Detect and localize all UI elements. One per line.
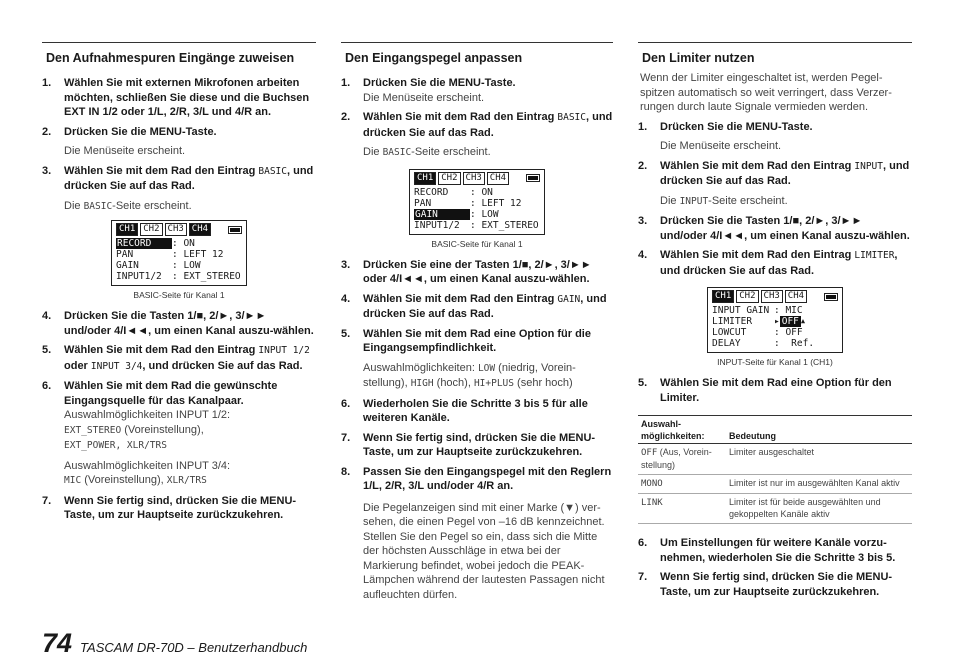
tab-ch4: CH4 [189,223,211,236]
step-note: Die BASIC-Seite erscheint. [64,199,192,212]
lcd-row: INPUT GAIN : MIC [712,305,803,316]
section-heading: Den Aufnahmespuren Eingänge zuweisen [46,51,295,65]
step-note: EXT_POWER, XLR/TRS [64,440,167,451]
section-heading: Den Limiter nutzen [642,51,755,65]
lcd-row: GAIN : LOW [415,208,499,220]
step-list [638,376,912,405]
step-note: Die Menüseite erscheint. [64,145,186,157]
tab-ch4: CH4 [785,290,807,303]
manual-title: TASCAM DR-70D – Benutzerhandbuch [80,640,308,655]
lcd-screen [111,220,247,286]
channel-tabs [712,290,838,303]
step-note: Die BASIC-Seite erscheint. [363,146,491,158]
lcd-screen [409,169,545,235]
step-list [42,76,316,214]
table-row: LINK Limiter ist für beide ausgewählten und gekoppelten Kanäle aktiv [638,494,912,524]
section-rule [42,42,316,43]
channel-tabs [116,223,242,236]
battery-icon [228,226,242,234]
step-note: Die Pegelanzeigen sind mit einer Marke (▼) ver-sehen, die einen Pegel von –16 dB kennzeichnet. Stellen Sie den Pegel so ein, dass sich die Mitte der höchsten Ausschläge in etwa bei der Markierung befindet, wobei jedoch die PEAK-Lämpchen während der lautesten Passagen nicht aufleuchten dürfen. [363,501,605,601]
lcd-row: GAIN : LOW [116,260,201,271]
step-6: 6. Um Einstellungen für weitere Kanäle vorzu-nehmen, wiederholen Sie die Schritte 3 bis 5. [638,537,896,564]
tab-ch1: CH1 [414,172,436,185]
column-1 [42,42,316,523]
step-7: 7. Wenn Sie fertig sind, drücken Sie die MENU-Taste, um zur Hauptseite zurückzukehren. [638,571,893,598]
step-5: 5. Wählen Sie mit dem Rad eine Option für den Limiter. [638,377,892,404]
step-4: 4. Wählen Sie mit dem Rad den Eintrag LIMITER, und drücken Sie auf das Rad. [638,249,898,277]
table-header: Bedeutung [726,416,912,444]
page-footer [42,628,307,659]
step-4: 4. Drücken Sie die Tasten 1/■, 2/►, 3/►► und/oder 4/I◄◄, um einen Kanal auszu-wählen. [42,310,314,337]
lcd-screen [707,287,843,353]
step-note: EXT_STEREO (Voreinstellung), [64,423,204,436]
step-3: 3. Drücken Sie eine der Tasten 1/■, 2/►, 3/►► oder 4/I◄◄, um einen Kanal auszu-wählen. [341,258,592,285]
step-7: 7. Wenn Sie fertig sind, drücken Sie die MENU-Taste, um zur Hauptseite zurückzukehren. [42,494,297,521]
step-list [638,536,912,599]
selector-arrow-icon: ▸ [774,316,780,327]
figure-caption: BASIC-Seite für Kanal 1 [133,290,225,300]
tab-ch4: CH4 [487,172,509,185]
tab-ch1: CH1 [116,223,138,236]
section-rule [638,42,912,43]
column-2 [341,42,613,602]
step-3: 3. Drücken Sie die Tasten 1/■, 2/►, 3/►► und/oder 4/I◄◄, um einen Kanal auszu-wählen. [638,215,910,242]
step-5: 5. Wählen Sie mit dem Rad den Eintrag INPUT 1/2 oder INPUT 3/4, und drücken Sie auf das Rad. [42,344,310,372]
step-8: 8. Passen Sie den Eingangspegel mit den Reglern 1/L, 2/R, 3/L und/oder 4/R an. [341,465,612,492]
step-list [42,309,316,523]
intro-paragraph: Wenn der Limiter eingeschaltet ist, werden Pegel-spitzen automatisch so weit verringert, dass Verzer-rungen durch laute Signale vermieden werden. [640,72,892,113]
tab-ch3: CH3 [463,172,485,185]
figure-caption: BASIC-Seite für Kanal 1 [431,238,523,249]
lcd-row: PAN : LEFT 12 [116,249,224,260]
figure-caption: INPUT-Seite für Kanal 1 (CH1) [717,357,833,367]
limiter-options-table [638,415,912,524]
section-rule [341,42,613,43]
step-2: 2. Wählen Sie mit dem Rad den Eintrag INPUT, und drücken Sie auf das Rad. [638,159,910,187]
step-1: 1. Drücken Sie die MENU-Taste. [341,77,516,89]
scroll-up-icon: ▲ [800,317,806,325]
table-header: Auswahl-möglichkeiten: [638,416,726,444]
step-1: 1. Wählen Sie mit externen Mikrofonen arbeiten möchten, schließen Sie diese und die Buchsen EXT IN 1/2 oder 1/L, 2/R, 3/L und 4/R an. [42,77,310,118]
step-note: MIC (Voreinstellung), XLR/TRS [64,474,207,486]
tab-ch2: CH2 [736,290,758,303]
step-6: 6. Wählen Sie mit dem Rad die gewünschte Eingangsquelle für das Kanalpaar. [42,380,278,407]
page-number: 74 [42,628,73,658]
channel-tabs [414,172,540,185]
table-row: MONO Limiter ist nur im ausgewählten Kanal aktiv [638,475,912,494]
lcd-row: INPUT1/2 : EXT_STEREO [414,219,539,231]
lcd-row: LIMITER ▸ OFF ▲ [712,316,806,327]
lcd-row: LOWCUT : OFF [712,327,803,338]
battery-icon [526,174,540,182]
section-heading: Den Eingangspegel anpassen [345,51,523,65]
battery-icon [824,293,838,301]
step-note: Die Menüseite erscheint. [363,91,485,104]
step-note: Auswahlmöglichkeiten INPUT 1/2: [64,409,231,421]
step-2: 2. Drücken Sie die MENU-Taste. [42,125,217,138]
step-note: Auswahlmöglichkeiten: LOW (niedrig, Vorein-stellung), HIGH (hoch), HI+PLUS (sehr hoch) [363,361,576,389]
step-7: 7. Wenn Sie fertig sind, drücken Sie die MENU-Taste, um zur Hauptseite zurückzukehren. [341,431,596,458]
step-list [341,258,613,603]
step-note: Die INPUT-Seite erscheint. [660,194,788,207]
step-list [638,120,912,279]
lcd-row: INPUT1/2 : EXT_STEREO [116,271,241,282]
tab-ch1: CH1 [712,290,734,303]
step-1: 1. Drücken Sie die MENU-Taste. [638,120,813,133]
step-5: 5. Wählen Sie mit dem Rad eine Option für die Eingangsempfindlichkeit. [341,327,591,354]
lcd-row: DELAY : Ref. [712,338,815,349]
tab-ch2: CH2 [438,172,460,185]
lcd-row: RECORD : ON [414,186,493,198]
lcd-row: PAN : LEFT 12 [414,197,522,209]
step-2: 2. Wählen Sie mit dem Rad den Eintrag BASIC, und drücken Sie auf das Rad. [341,111,613,139]
step-3: 3. Wählen Sie mit dem Rad den Eintrag BASIC, und drücken Sie auf das Rad. [42,164,314,192]
step-4: 4. Wählen Sie mit dem Rad den Eintrag GAIN, und drücken Sie auf das Rad. [341,292,607,320]
step-note: Auswahlmöglichkeiten INPUT 3/4: [64,459,231,472]
step-6: 6. Wiederholen Sie die Schritte 3 bis 5 für alle weiteren Kanäle. [341,397,588,424]
step-list [341,76,613,161]
column-3 [638,42,912,599]
tab-ch2: CH2 [140,223,162,236]
tab-ch3: CH3 [761,290,783,303]
tab-ch3: CH3 [165,223,187,236]
lcd-row: RECORD : ON [117,238,195,249]
step-note: Die Menüseite erscheint. [660,140,782,152]
table-row: OFF (Aus, Vorein-stellung) Limiter ausgeschaltet [638,444,912,475]
